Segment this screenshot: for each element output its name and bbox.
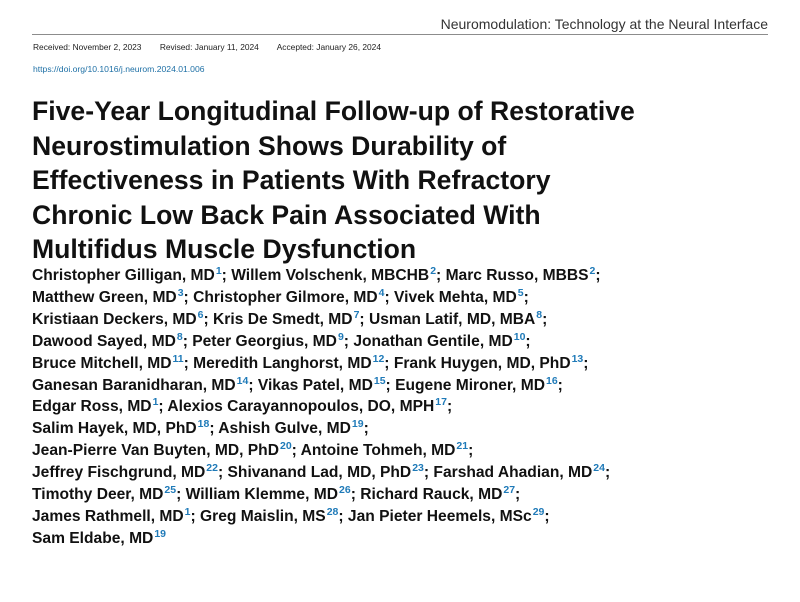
author-separator: ; — [183, 354, 194, 372]
author-separator: ; — [384, 354, 394, 372]
author-line — [32, 463, 782, 485]
author-separator: ; — [515, 486, 521, 504]
affiliation-marker[interactable]: 8 — [176, 330, 183, 343]
affiliation-marker[interactable]: 22 — [206, 462, 218, 475]
affiliation-marker[interactable]: 1 — [152, 396, 159, 409]
author-name: Timothy Deer, MD — [32, 486, 164, 504]
author-separator: ; — [523, 288, 529, 306]
journal-header — [32, 14, 768, 35]
author-name: William Klemme, MD — [185, 486, 339, 504]
affiliation-marker[interactable]: 3 — [177, 286, 184, 299]
author-separator: ; — [209, 420, 219, 438]
article-dates — [33, 42, 397, 52]
author-list — [32, 266, 782, 551]
author-name: Richard Rauck, MD — [360, 486, 503, 504]
author-name: Matthew Green, MD — [32, 288, 177, 306]
affiliation-marker[interactable]: 19 — [154, 527, 167, 540]
affiliation-marker[interactable]: 26 — [339, 484, 351, 497]
author-separator: ; — [525, 332, 531, 350]
author-name: Jonathan Gentile, MD — [353, 332, 513, 350]
author-name: Antoine Tohmeh, MD — [300, 442, 456, 460]
affiliation-marker[interactable]: 2 — [589, 265, 596, 277]
affiliation-marker[interactable]: 14 — [236, 374, 249, 387]
author-line — [32, 310, 782, 332]
author-name: Willem Volschenk, MBCHB — [231, 267, 430, 284]
author-name: Kristiaan Deckers, MD — [32, 310, 197, 328]
author-name: Ganesan Baranidharan, MD — [32, 376, 236, 394]
author-separator: ; — [557, 376, 563, 394]
author-separator: ; — [158, 398, 168, 416]
author-name: Frank Huygen, MD, PhD — [393, 354, 571, 372]
author-name: Vivek Mehta, MD — [394, 288, 517, 306]
author-separator: ; — [384, 288, 394, 306]
author-line — [32, 354, 782, 376]
author-name: Eugene Mironer, MD — [395, 376, 545, 394]
author-name: Vikas Patel, MD — [257, 376, 373, 394]
author-line — [32, 507, 782, 529]
author-separator: ; — [544, 507, 550, 525]
author-separator: ; — [385, 376, 396, 394]
affiliation-marker[interactable]: 29 — [532, 505, 545, 518]
author-separator: ; — [436, 267, 446, 284]
affiliation-marker[interactable]: 11 — [172, 352, 184, 365]
title-line: Effectiveness in Patients With Refractory — [32, 165, 551, 195]
author-separator: ; — [343, 332, 354, 350]
author-separator: ; — [221, 267, 232, 284]
author-separator: ; — [183, 288, 194, 306]
author-separator: ; — [182, 332, 193, 350]
affiliation-marker[interactable]: 7 — [353, 308, 360, 321]
author-separator: ; — [583, 354, 589, 372]
author-name: Jean-Pierre Van Buyten, MD, PhD — [32, 442, 279, 460]
author-name: Bruce Mitchell, MD — [32, 354, 172, 372]
affiliation-marker[interactable]: 13 — [571, 352, 584, 365]
affiliation-marker[interactable]: 23 — [412, 462, 424, 475]
author-separator: ; — [350, 486, 361, 504]
author-name: Jeffrey Fischgrund, MD — [32, 464, 206, 482]
author-name: James Rathmell, MD — [32, 507, 184, 525]
author-separator: ; — [604, 464, 611, 482]
affiliation-marker[interactable]: 24 — [593, 462, 605, 475]
author-separator: ; — [338, 507, 348, 525]
author-line — [32, 419, 782, 441]
affiliation-marker[interactable]: 19 — [351, 418, 364, 431]
author-separator: ; — [248, 376, 258, 394]
title-line: Chronic Low Back Pain Associated With — [32, 199, 541, 230]
author-name: Christopher Gilligan, MD — [32, 267, 215, 284]
author-name: Shivanand Lad, MD, PhD — [227, 464, 412, 482]
affiliation-marker[interactable]: 16 — [545, 374, 558, 387]
author-separator: ; — [468, 442, 474, 460]
author-line — [32, 266, 782, 288]
affiliation-marker[interactable]: 20 — [279, 440, 292, 453]
title-line: Five-Year Longitudinal Follow-up of Restorative — [32, 96, 635, 126]
author-name: Ashish Gulve, MD — [218, 420, 351, 438]
affiliation-marker[interactable]: 1 — [184, 505, 191, 518]
affiliation-marker[interactable]: 4 — [378, 286, 385, 299]
affiliation-marker[interactable]: 6 — [197, 308, 204, 321]
affiliation-marker[interactable]: 18 — [197, 418, 210, 431]
accepted-date: Accepted: January 26, 2024 — [276, 42, 381, 52]
affiliation-marker[interactable]: 17 — [435, 396, 447, 409]
author-separator: ; — [423, 464, 434, 482]
author-name: Greg Maislin, MS — [200, 507, 326, 525]
author-name: Jan Pieter Heemels, MSc — [347, 507, 532, 525]
author-separator: ; — [595, 267, 601, 284]
doi-link[interactable]: https://doi.org/10.1016/j.neurom.2024.01.006 — [33, 64, 205, 74]
affiliation-marker[interactable]: 15 — [373, 374, 386, 387]
author-separator: ; — [190, 507, 201, 525]
affiliation-marker[interactable]: 1 — [215, 265, 222, 277]
author-line — [32, 376, 782, 398]
author-line — [32, 397, 782, 419]
title-line: Multifidus Muscle Dysfunction — [32, 234, 417, 264]
author-name: Dawood Sayed, MD — [32, 332, 176, 350]
author-name: Kris De Smedt, MD — [213, 310, 353, 328]
article-title — [32, 94, 772, 267]
affiliation-marker[interactable]: 21 — [456, 440, 469, 453]
author-name: Farshad Ahadian, MD — [433, 464, 593, 482]
author-separator: ; — [176, 486, 186, 504]
affiliation-marker[interactable]: 10 — [513, 330, 526, 343]
author-name: Salim Hayek, MD, PhD — [32, 420, 197, 438]
journal-name: Neuromodulation: Technology at the Neural Interface — [440, 16, 768, 32]
affiliation-marker[interactable]: 9 — [337, 330, 344, 343]
author-name: Peter Georgius, MD — [192, 332, 337, 350]
author-separator: ; — [217, 464, 228, 482]
author-name: Usman Latif, MD, MBA — [368, 310, 536, 328]
author-name: Marc Russo, MBBS — [445, 267, 589, 284]
author-line — [32, 441, 782, 463]
author-name: Alexios Carayannopoulos, DO, MPH — [167, 398, 435, 416]
received-date: Received: November 2, 2023 — [33, 42, 142, 52]
author-separator: ; — [203, 310, 214, 328]
author-name: Edgar Ross, MD — [32, 398, 152, 416]
author-line — [32, 332, 782, 354]
affiliation-marker[interactable]: 2 — [430, 265, 437, 277]
revised-date: Revised: January 11, 2024 — [159, 42, 259, 52]
author-separator: ; — [291, 442, 301, 460]
affiliation-marker[interactable]: 8 — [536, 308, 543, 321]
author-separator: ; — [359, 310, 369, 328]
affiliation-marker[interactable]: 12 — [372, 352, 385, 365]
author-separator: ; — [542, 310, 548, 328]
affiliation-marker[interactable]: 25 — [164, 484, 177, 497]
author-name: Sam Eldabe, MD — [32, 529, 154, 547]
author-line — [32, 529, 782, 551]
author-line — [32, 288, 782, 310]
author-name: Christopher Gilmore, MD — [193, 288, 378, 306]
title-line: Neurostimulation Shows Durability of — [32, 130, 507, 161]
author-separator: ; — [363, 420, 369, 438]
author-line — [32, 485, 782, 507]
affiliation-marker[interactable]: 5 — [517, 286, 524, 299]
author-separator: ; — [446, 398, 453, 416]
affiliation-marker[interactable]: 28 — [326, 505, 339, 518]
affiliation-marker[interactable]: 27 — [503, 484, 516, 497]
author-name: Meredith Langhorst, MD — [193, 354, 372, 372]
